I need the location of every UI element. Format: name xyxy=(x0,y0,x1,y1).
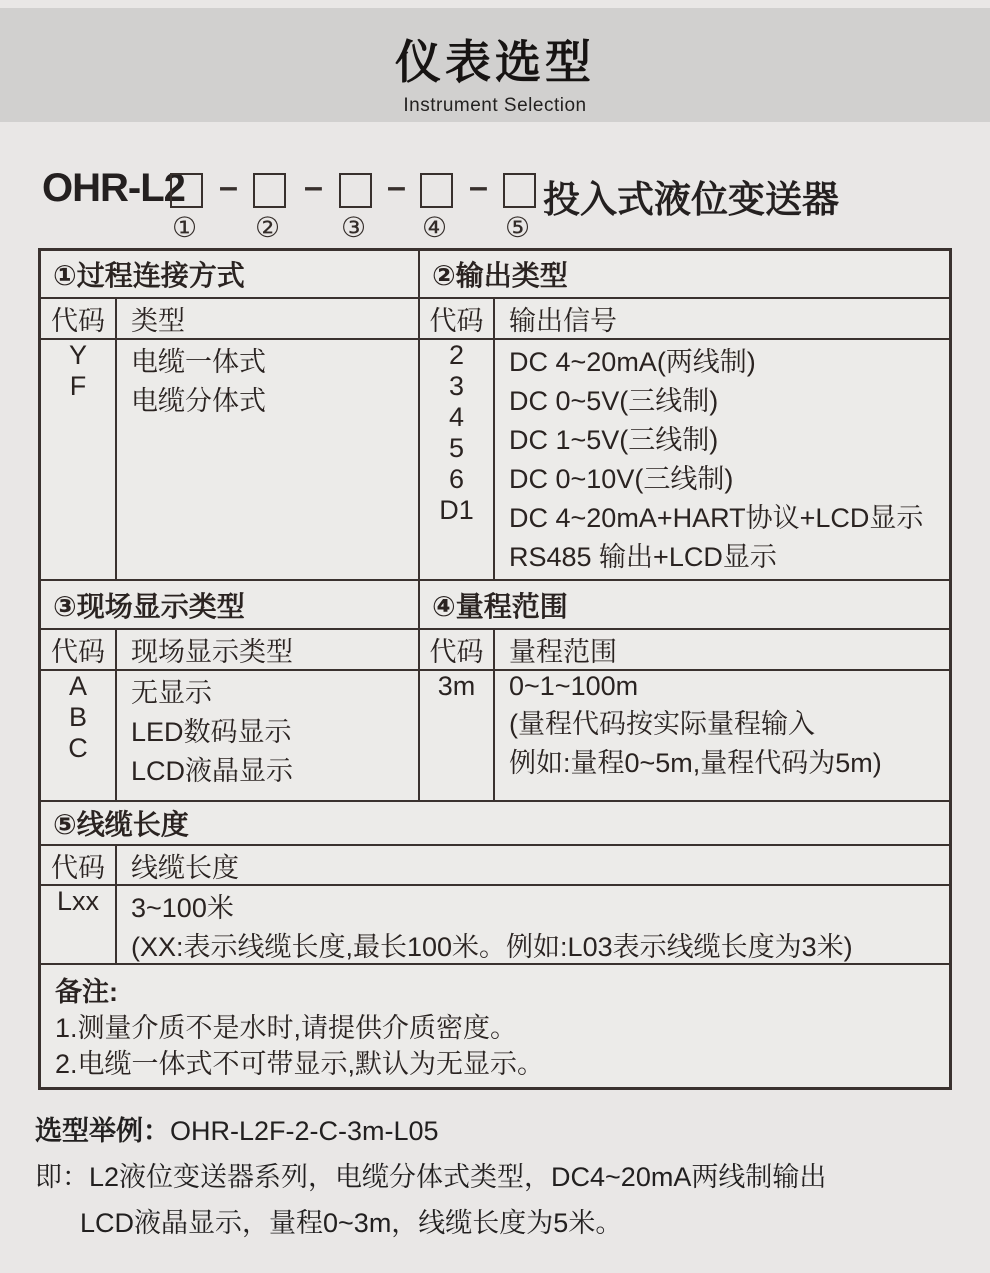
section1-title: ①过程连接方式 xyxy=(41,251,420,297)
selection-example xyxy=(35,1108,826,1246)
section3-labels xyxy=(117,671,420,800)
section1-codes xyxy=(41,340,117,579)
range-line: (量程代码按实际量程输入 xyxy=(509,709,815,739)
model-box-3 xyxy=(339,173,372,208)
model-dash: – xyxy=(469,168,488,206)
subheader-row-2 xyxy=(41,630,949,671)
code-value: 3 xyxy=(448,371,465,401)
label-value: 电缆分体式 xyxy=(131,386,266,416)
section2-title: ②输出类型 xyxy=(432,260,568,291)
model-box-5 xyxy=(503,173,536,208)
position-marker-3: ③ xyxy=(341,212,367,243)
code-value: B xyxy=(68,702,87,732)
notes-row xyxy=(41,965,949,1087)
code-value: Y xyxy=(68,340,87,370)
example-line-2: 即：L2液位变送器系列，电缆分体式类型，DC4~20mA两线制输出 xyxy=(35,1162,827,1192)
example-line-1 xyxy=(35,1108,826,1154)
subheader-row-3 xyxy=(41,846,949,886)
model-box-2 xyxy=(253,173,286,208)
section4-range-text xyxy=(495,671,949,800)
section3-code-header: 代码 xyxy=(41,630,117,669)
header-band xyxy=(0,8,990,122)
model-dash: – xyxy=(387,168,406,206)
data-row-1 xyxy=(41,340,949,581)
section5-length-text xyxy=(117,886,949,963)
code-value: D1 xyxy=(439,495,474,525)
position-marker-2: ② xyxy=(255,212,281,243)
section3-title: ③现场显示类型 xyxy=(41,581,420,628)
code-value: 2 xyxy=(448,340,465,370)
section2-labels xyxy=(495,340,949,579)
position-marker-4: ④ xyxy=(422,212,448,243)
code-value: A xyxy=(68,671,87,701)
code-value: C xyxy=(68,733,88,763)
section4-label-header: 量程范围 xyxy=(509,637,617,667)
section5-code-header: 代码 xyxy=(41,846,117,884)
section4-code xyxy=(420,671,495,800)
code-value: 4 xyxy=(448,402,465,432)
data-row-3 xyxy=(41,886,949,965)
range-line: 例如:量程0~5m,量程代码为5m) xyxy=(509,748,882,778)
code-value: 5 xyxy=(448,433,465,463)
section-header-row-2 xyxy=(41,581,949,630)
label-value: DC 0~10V(三线制) xyxy=(509,464,734,494)
example-model-code: OHR-L2F-2-C-3m-L05 xyxy=(170,1116,439,1146)
section5-label-header: 线缆长度 xyxy=(131,852,239,883)
label-value: LCD液晶显示 xyxy=(131,756,294,786)
data-row-2 xyxy=(41,671,949,802)
range-line: 0~1~100m xyxy=(509,671,639,701)
section1-label-header: 类型 xyxy=(117,299,420,338)
section5-code xyxy=(41,886,117,963)
section5-title: ⑤线缆长度 xyxy=(53,809,189,840)
section4-code-header: 代码 xyxy=(420,630,495,669)
code-value: 6 xyxy=(448,464,465,494)
label-value: DC 1~5V(三线制) xyxy=(509,425,719,455)
label-value: LED数码显示 xyxy=(131,717,292,747)
label-value: DC 4~20mA(两线制) xyxy=(509,347,756,377)
label-value: 无显示 xyxy=(131,678,212,708)
code-value: F xyxy=(69,371,87,401)
model-box-1 xyxy=(170,173,203,208)
position-marker-5: ⑤ xyxy=(505,212,531,243)
note-item: 2.电缆一体式不可带显示,默认为无显示。 xyxy=(55,1049,545,1079)
model-dash: – xyxy=(304,168,323,206)
code-value: 3m xyxy=(437,671,476,701)
label-value: DC 4~20mA+HART协议+LCD显示 xyxy=(509,503,924,533)
section2-codes xyxy=(420,340,495,579)
length-line: (XX:表示线缆长度,最长100米。例如:L03表示线缆长度为3米) xyxy=(131,932,853,962)
subheader-row-1 xyxy=(41,299,949,340)
section2-code-header: 代码 xyxy=(420,299,495,338)
code-value: Lxx xyxy=(56,886,100,916)
example-label: 选型举例： xyxy=(35,1116,170,1146)
example-line-3: LCD液晶显示，量程0~3m，线缆长度为5米。 xyxy=(80,1208,623,1238)
label-value: RS485 输出+LCD显示 xyxy=(509,542,777,572)
section2-label-header: 输出信号 xyxy=(509,306,617,336)
model-prefix: OHR-L2 xyxy=(42,166,185,210)
note-item: 1.测量介质不是水时,请提供介质密度。 xyxy=(55,1013,518,1043)
model-dash: – xyxy=(219,168,238,206)
section1-code-header: 代码 xyxy=(41,299,117,338)
label-value: DC 0~5V(三线制) xyxy=(509,386,719,416)
page-title: 仪表选型 xyxy=(395,36,595,88)
notes xyxy=(41,965,949,1087)
section1-labels xyxy=(117,340,420,579)
section4-title: ④量程范围 xyxy=(432,590,568,622)
page-subtitle: Instrument Selection xyxy=(403,95,587,116)
length-line: 3~100米 xyxy=(131,893,234,923)
model-box-4 xyxy=(420,173,453,208)
model-suffix: 投入式液位变送器 xyxy=(543,179,839,220)
section3-label-header: 现场显示类型 xyxy=(117,630,420,669)
position-marker-1: ① xyxy=(172,212,198,243)
notes-title: 备注: xyxy=(55,977,118,1007)
section-header-row-1 xyxy=(41,251,949,299)
label-value: 电缆一体式 xyxy=(131,347,266,377)
section3-codes xyxy=(41,671,117,800)
selection-table xyxy=(38,248,952,1090)
section-header-row-3 xyxy=(41,802,949,846)
